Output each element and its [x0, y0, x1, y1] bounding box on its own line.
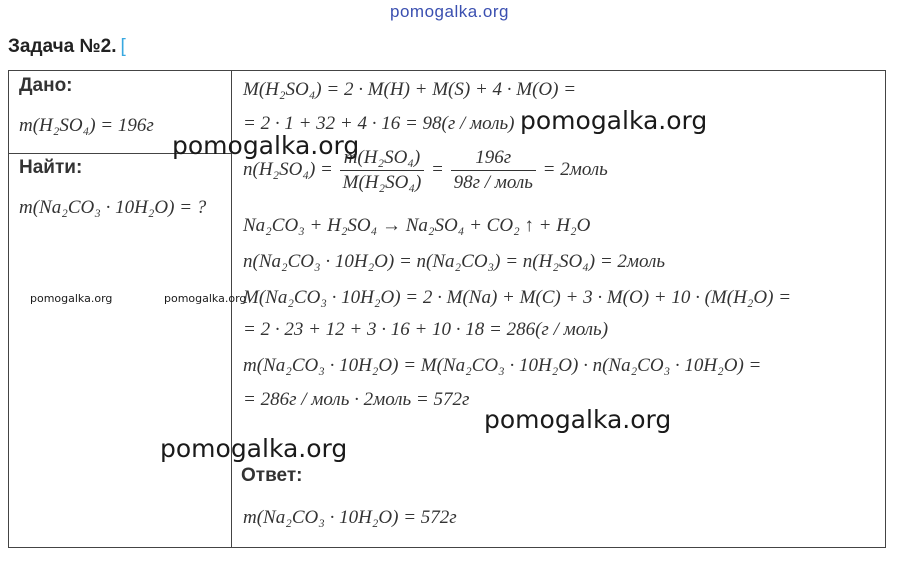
solution-line-5: n(Na₂CO₃ · 10H₂O) = n(Na₂CO₃) = n(H₂SO₄) = 2моль — [243, 251, 666, 272]
solution-line-1: M(H₂SO₄) = 2 · M(H) + M(S) + 4 · M(O) = — [243, 79, 577, 100]
solution-line-4: Na₂CO₃ + H₂SO₄ → Na₂SO₄ + CO₂ ↑ + H₂O — [243, 215, 591, 236]
fraction-values — [451, 147, 536, 194]
fraction-2-numerator: 196г — [451, 147, 536, 171]
fraction-1-numerator: m(H₂SO₄) — [340, 147, 425, 171]
watermark: pomogalka.org — [520, 106, 708, 135]
solution-table — [8, 70, 886, 548]
watermark: pomogalka.org — [30, 292, 113, 305]
watermark: pomogalka.org — [160, 434, 348, 463]
find-value: m(Na₂CO₃ · 10H₂O) = ? — [19, 197, 207, 218]
solution-line-6: M(Na₂CO₃ · 10H₂O) = 2 · M(Na) + M(C) + 3 · M(O) + 10 · (M(H₂O) = — [243, 287, 792, 308]
task-title — [8, 36, 126, 58]
fraction-2-denominator: 98г / моль — [453, 172, 533, 193]
moles-rhs: = 2моль — [542, 158, 608, 180]
solution-line-2: = 2 · 1 + 32 + 4 · 16 = 98(г / моль) — [243, 113, 515, 134]
solution-line-7: = 2 · 23 + 12 + 3 · 16 + 10 · 18 = 286(г / моль) — [243, 319, 609, 340]
site-header: pomogalka.org — [390, 2, 509, 21]
fraction-1-denominator: M(H₂SO₄) — [342, 172, 422, 193]
find-label: Найти: — [19, 157, 83, 178]
watermark: pomogalka.org — [172, 131, 360, 160]
solution-line-9: = 286г / моль · 2моль = 572г — [243, 389, 470, 410]
watermark: pomogalka.org — [164, 292, 247, 305]
given-value: m(H₂SO₄) = 196г — [19, 115, 154, 136]
solution-line-8: m(Na₂CO₃ · 10H₂O) = M(Na₂CO₃ · 10H₂O) · n(Na₂CO₃ · 10H₂O) = — [243, 355, 762, 376]
given-label: Дано: — [19, 75, 73, 96]
task-title-text: Задача №2. — [8, 36, 117, 57]
moles-eq: = — [431, 158, 444, 180]
moles-lhs: n(H₂SO₄) = — [243, 158, 333, 180]
answer-label: Ответ: — [241, 465, 303, 486]
watermark: pomogalka.org — [484, 405, 672, 434]
title-mark: [ — [120, 36, 126, 57]
answer-value: m(Na₂CO₃ · 10H₂O) = 572г — [243, 507, 457, 528]
